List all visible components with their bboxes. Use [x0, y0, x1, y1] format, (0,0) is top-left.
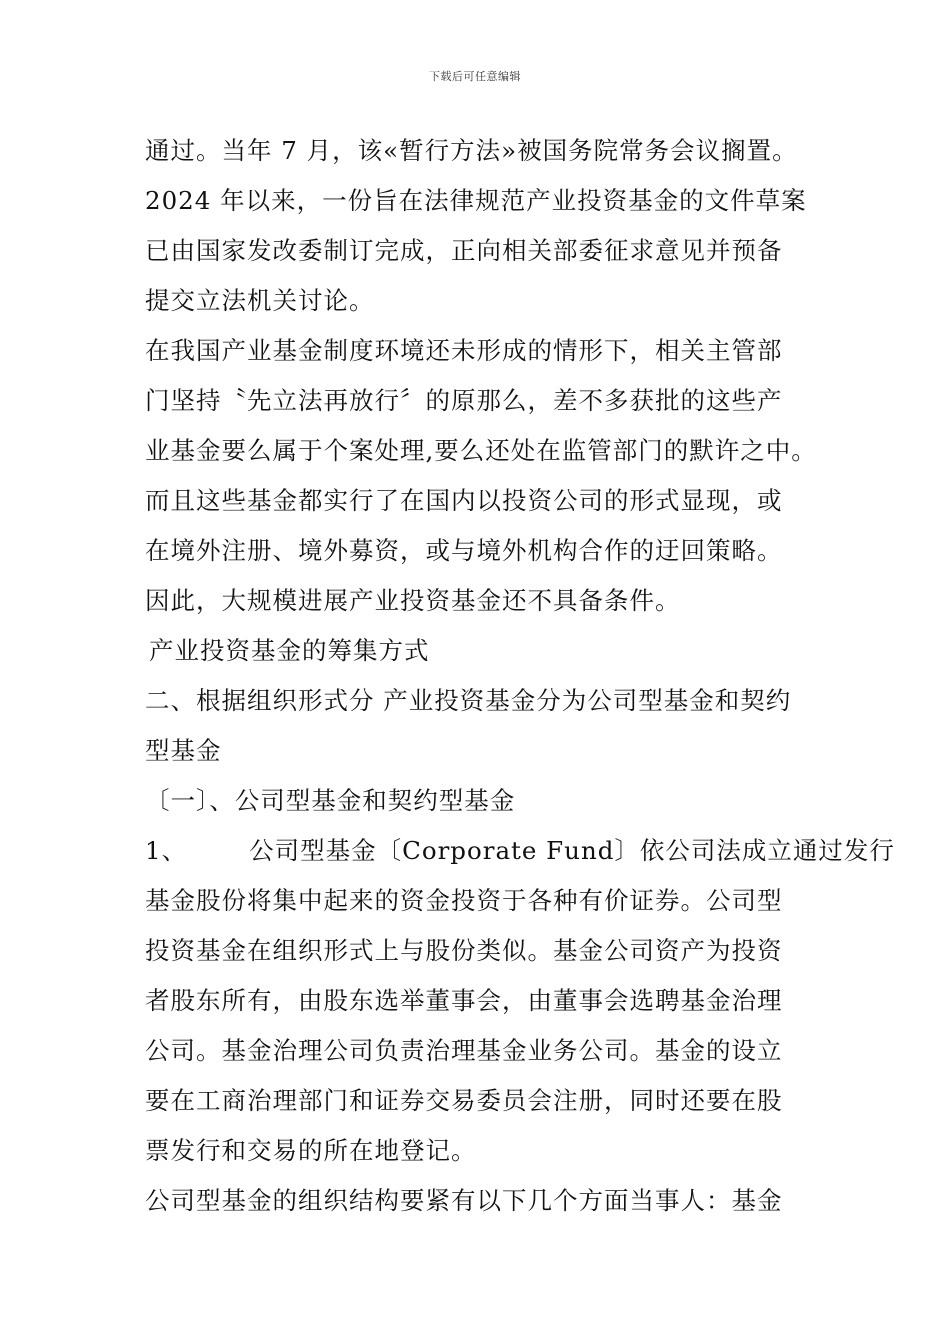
numbered-item: [145, 826, 895, 876]
paragraph-line: 在我国产业基金制度环境还未形成的情形下，相关主管部: [145, 336, 783, 365]
paragraph-line: 基金股份将集中起来的资金投资于各种有价证券。公司型: [145, 886, 783, 915]
item-number: 1、: [145, 836, 188, 865]
paragraph-line: 要在工商治理部门和证券交易委员会注册，同时还要在股: [145, 1086, 783, 1115]
paragraph-line: 公司型基金的组织结构要紧有以下几个方面当事人：基金: [145, 1186, 783, 1215]
section-heading: 产业投资基金的筹集方式: [149, 636, 430, 665]
paragraph-line: 2024 年以来，一份旨在法律规范产业投资基金的文件草案: [145, 186, 807, 215]
paragraph-line: 票发行和交易的所在地登记。: [145, 1136, 477, 1165]
paragraph-line: 业基金要么属于个案处理,要么还处在监管部门的默许之中。: [145, 436, 817, 465]
paragraph-line: 提交立法机关讨论。: [145, 286, 375, 315]
page-header: 下载后可任意编辑: [429, 70, 521, 83]
paragraph-line: 公司。基金治理公司负责治理基金业务公司。基金的设立: [145, 1036, 783, 1065]
paragraph-line: 通过。当年 7 月，该«暂行方法»被国务院常务会议搁置。: [145, 136, 798, 165]
paragraph-line: 而且这些基金都实行了在国内以投资公司的形式显现，或: [145, 486, 783, 515]
paragraph-line: 已由国家发改委制订完成，正向相关部委征求意见并预备: [145, 236, 783, 265]
paragraph-line: 投资基金在组织形式上与股份类似。基金公司资产为投资: [145, 936, 783, 965]
subsection-heading: 〔一〕、公司型基金和契约型基金: [145, 786, 516, 815]
paragraph-line: 门坚持〝先立法再放行〞的原那么，差不多获批的这些产: [145, 386, 783, 415]
body-text: [145, 126, 895, 1226]
paragraph-line: 者股东所有，由股东选举董事会，由董事会选聘基金治理: [145, 986, 783, 1015]
paragraph-line: 在境外注册、境外募资，或与境外机构合作的迂回策略。: [145, 536, 783, 565]
paragraph-line: 型基金: [145, 736, 222, 765]
paragraph-line: 因此，大规模进展产业投资基金还不具备条件。: [145, 586, 681, 615]
section-heading: 二、根据组织形式分 产业投资基金分为公司型基金和契约: [145, 686, 792, 715]
item-text: 公司型基金〔Corporate Fund〕依公司法成立通过发行: [249, 836, 895, 865]
